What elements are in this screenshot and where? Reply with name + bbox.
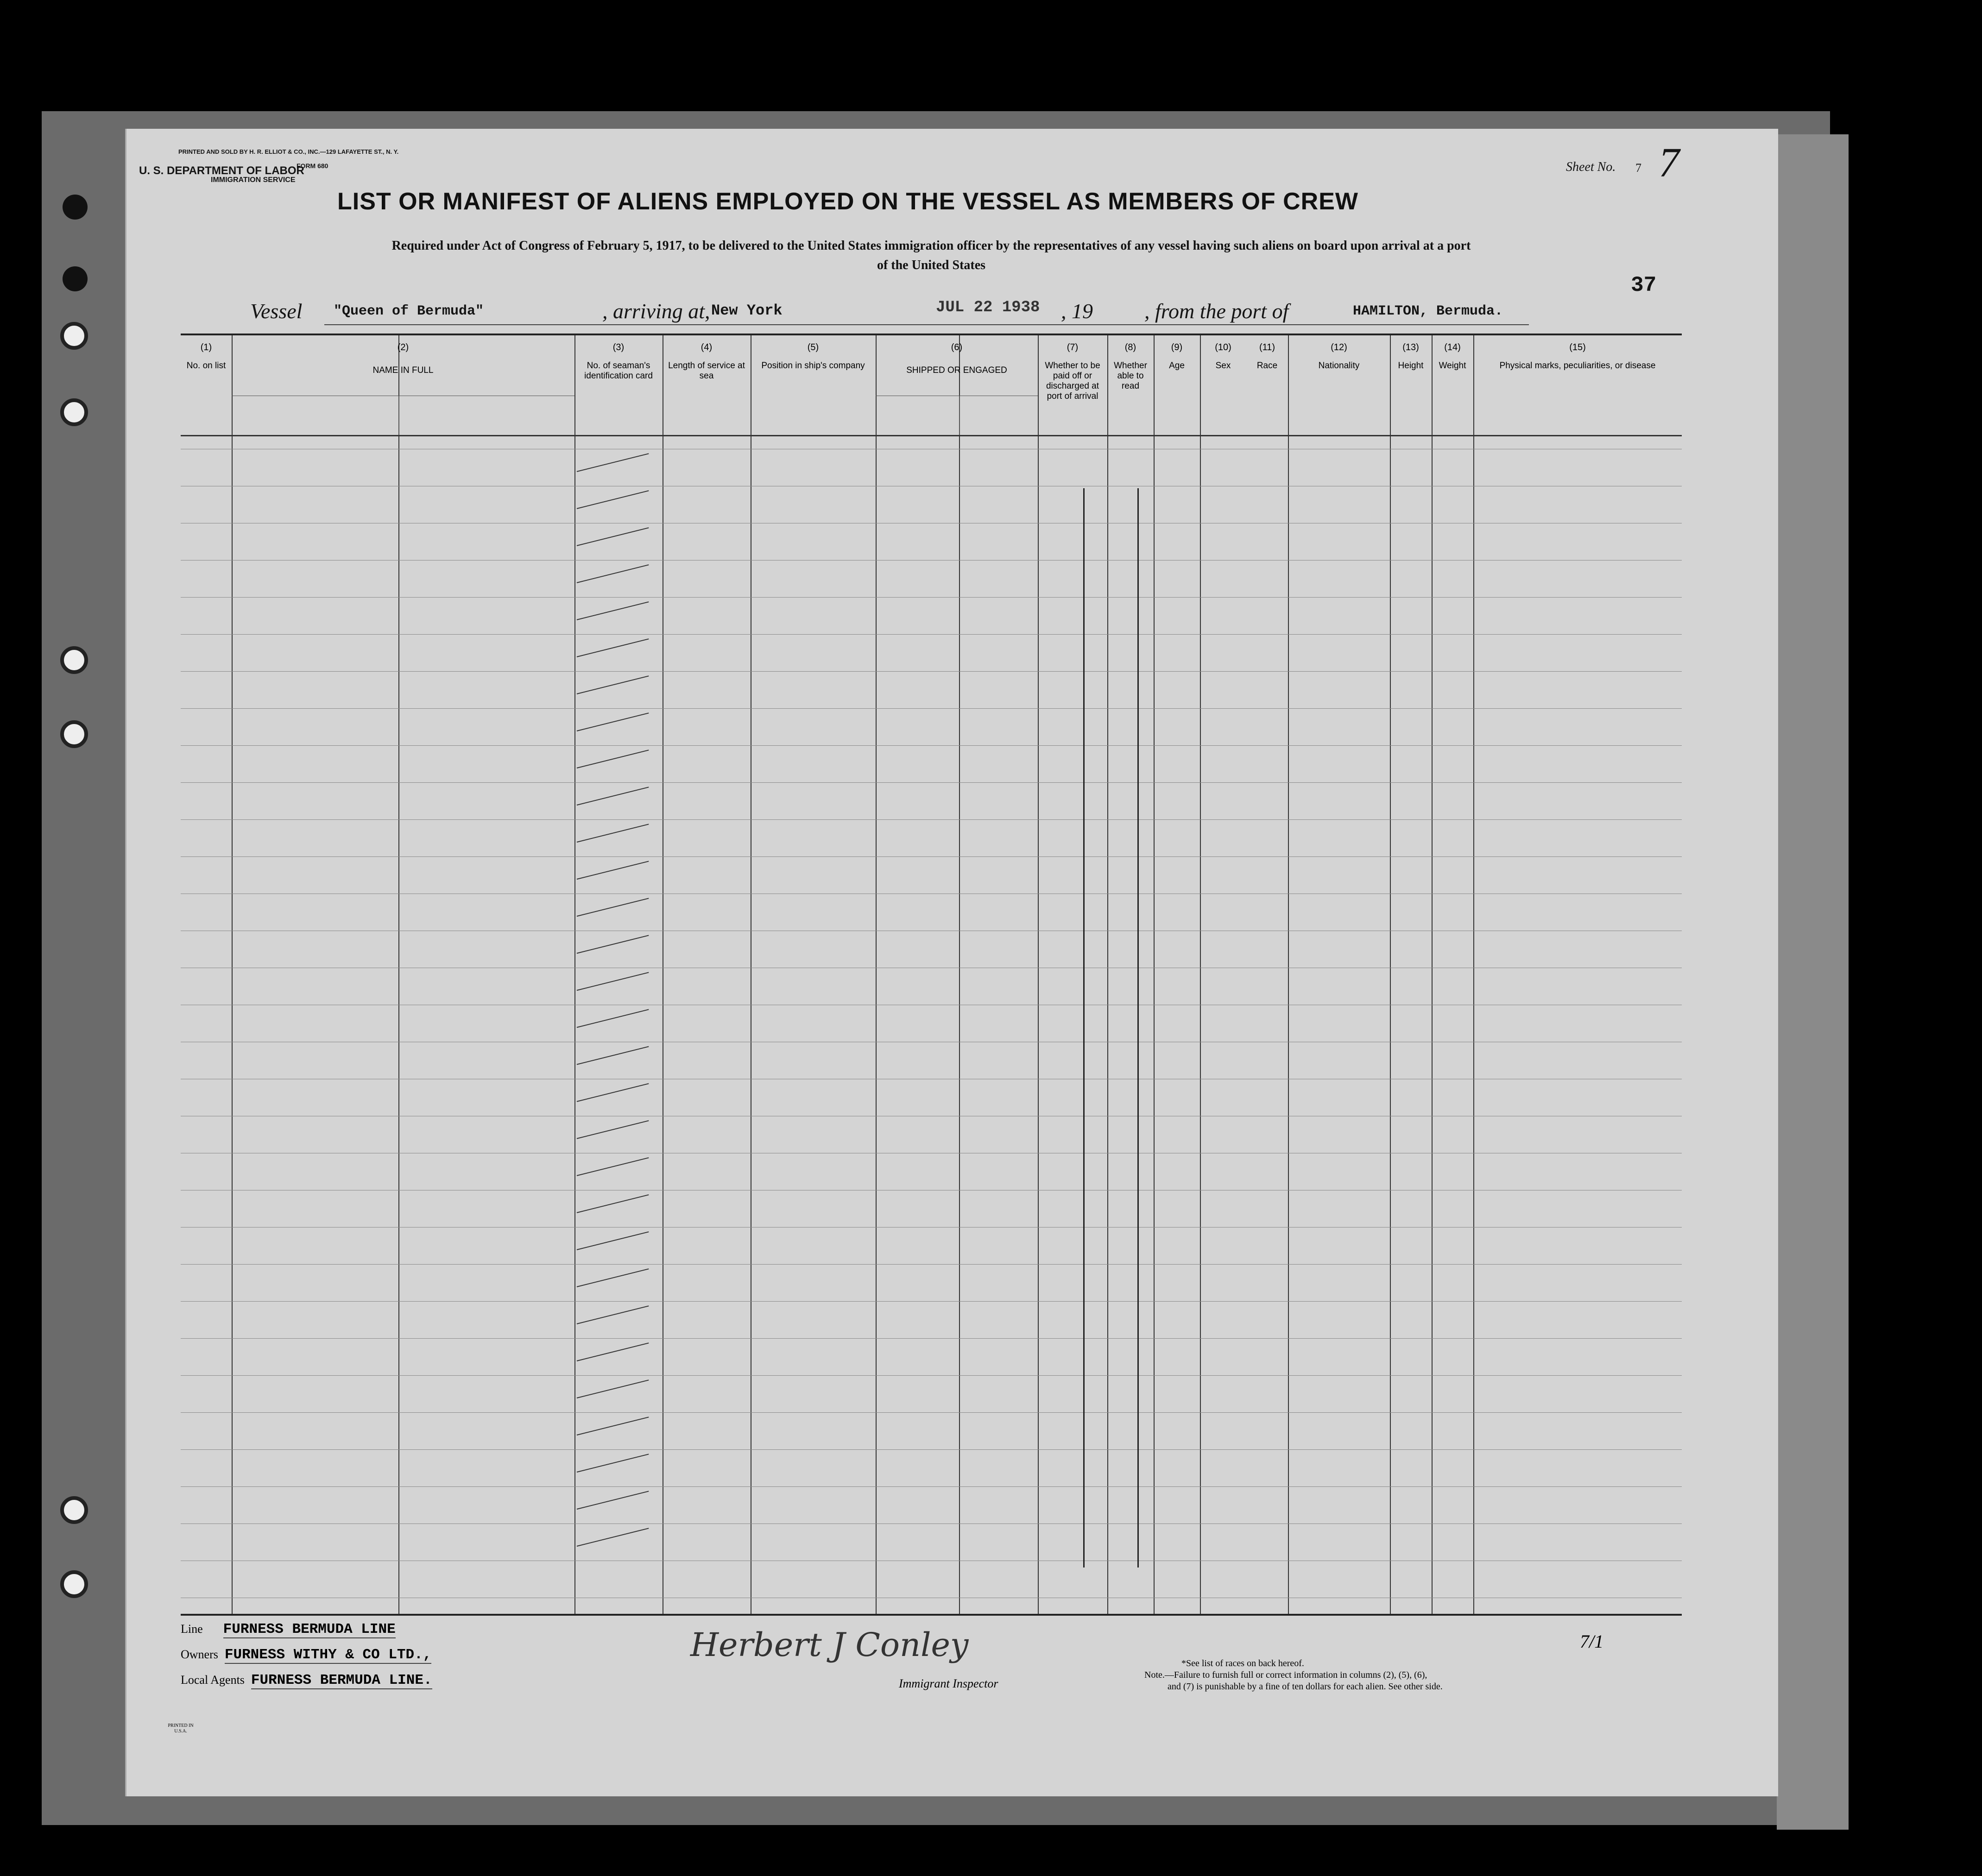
row-line bbox=[181, 1375, 1682, 1376]
column-number: (6) bbox=[951, 342, 963, 353]
id-card-mark bbox=[577, 1416, 649, 1435]
column-header: SHIPPED OR ENGAGED bbox=[906, 365, 1007, 375]
id-card-mark bbox=[577, 453, 649, 472]
row-line bbox=[181, 745, 1682, 746]
column-header: No. of seaman's identification card bbox=[584, 361, 653, 381]
id-card-mark bbox=[577, 1120, 649, 1139]
row-line bbox=[181, 1227, 1682, 1228]
from-port: HAMILTON, Bermuda. bbox=[1353, 303, 1503, 319]
column-divider bbox=[1038, 335, 1039, 1614]
column-header: Physical marks, peculiarities, or disease bbox=[1499, 361, 1656, 371]
binder-strip bbox=[1777, 134, 1849, 1830]
row-line bbox=[181, 1301, 1682, 1302]
owners-label: Owners bbox=[181, 1648, 218, 1661]
row-line bbox=[181, 671, 1682, 672]
id-card-mark bbox=[577, 1454, 649, 1473]
vessel-underline bbox=[324, 324, 1529, 325]
column-number: (13) bbox=[1402, 342, 1419, 353]
binder-ring bbox=[60, 1496, 88, 1524]
subtitle-line-2: of the United States bbox=[877, 258, 986, 272]
row-line bbox=[181, 1486, 1682, 1487]
service: IMMIGRATION SERVICE bbox=[211, 176, 296, 184]
sheet-number: 7 bbox=[1635, 161, 1641, 175]
id-card-mark bbox=[577, 675, 649, 694]
column-divider bbox=[1473, 335, 1474, 1614]
column-header: Race bbox=[1256, 361, 1278, 371]
row-line bbox=[181, 597, 1682, 598]
from-label: , from the port of bbox=[1144, 299, 1289, 323]
arriving-port: New York bbox=[711, 302, 783, 319]
column-number: (7) bbox=[1067, 342, 1079, 353]
id-card-mark bbox=[577, 787, 649, 806]
id-card-mark bbox=[577, 972, 649, 991]
id-card-mark bbox=[577, 898, 649, 917]
column-divider bbox=[1390, 335, 1391, 1614]
row-line bbox=[181, 1264, 1682, 1265]
column-divider bbox=[959, 335, 960, 1614]
column-number: (15) bbox=[1569, 342, 1586, 353]
row-line bbox=[181, 782, 1682, 783]
id-card-mark bbox=[577, 490, 649, 509]
header-divider bbox=[181, 435, 1682, 436]
column-divider bbox=[1288, 335, 1289, 1614]
subtitle-line-1: Required under Act of Congress of February 5, 1917, to be delivered to the United States immigration officer by the representatives of any vessel having such aliens on board upon arrival at a port bbox=[391, 239, 1471, 253]
column-number: (8) bbox=[1124, 342, 1136, 353]
sheet-number-handwritten: 7 bbox=[1659, 140, 1679, 186]
id-card-mark bbox=[577, 935, 649, 954]
ditto-line-paid bbox=[1083, 488, 1085, 1568]
id-card-mark bbox=[577, 1379, 649, 1398]
column-number: (3) bbox=[612, 342, 625, 353]
column-divider bbox=[1200, 335, 1201, 1614]
column-number: (10) bbox=[1215, 342, 1231, 353]
penalty-note-2: and (7) is punishable by a fine of ten dollars for each alien. See other side. bbox=[1168, 1681, 1443, 1692]
id-card-mark bbox=[577, 712, 649, 731]
column-number: (1) bbox=[200, 342, 212, 353]
id-card-mark bbox=[577, 1528, 649, 1547]
column-divider bbox=[398, 335, 399, 1614]
id-card-mark bbox=[577, 1157, 649, 1176]
binder-hole bbox=[63, 195, 88, 220]
form-number: FORM 680 bbox=[297, 162, 328, 170]
column-divider bbox=[1154, 335, 1155, 1614]
column-divider bbox=[232, 335, 233, 1614]
binder-ring bbox=[60, 646, 88, 674]
id-card-mark bbox=[577, 861, 649, 880]
name-subcolumn-divider bbox=[398, 396, 399, 435]
column-header: Height bbox=[1398, 361, 1424, 371]
binder-ring bbox=[60, 720, 88, 748]
page-number: 37 bbox=[1631, 273, 1657, 297]
column-header: Whether to be paid off or discharged at port of arrival bbox=[1045, 361, 1100, 401]
column-divider bbox=[574, 335, 575, 1614]
vessel-name: "Queen of Bermuda" bbox=[334, 303, 484, 319]
line-label: Line bbox=[181, 1622, 203, 1636]
penalty-note-1: Note.—Failure to furnish full or correct information in columns (2), (5), (6), bbox=[1144, 1670, 1427, 1680]
id-card-mark bbox=[577, 1491, 649, 1510]
id-card-mark bbox=[577, 1268, 649, 1287]
binder-hole bbox=[63, 266, 88, 291]
column-number: (9) bbox=[1171, 342, 1183, 353]
column-number: (4) bbox=[701, 342, 713, 353]
crew-manifest-table bbox=[181, 334, 1682, 1616]
id-card-mark bbox=[577, 1046, 649, 1065]
column-number: (14) bbox=[1444, 342, 1461, 353]
races-note: *See list of races on back hereof. bbox=[1181, 1658, 1304, 1668]
owners-value: FURNESS WITHY & CO LTD., bbox=[224, 1647, 432, 1663]
column-header: NAME IN FULL bbox=[372, 365, 434, 375]
binder-ring bbox=[60, 1570, 88, 1598]
arriving-label: , arriving at, bbox=[602, 299, 710, 323]
id-card-mark bbox=[577, 638, 649, 657]
ditto-line-read bbox=[1137, 488, 1139, 1568]
row-line bbox=[181, 819, 1682, 820]
column-number: (12) bbox=[1331, 342, 1347, 353]
row-line bbox=[181, 1523, 1682, 1524]
row-line bbox=[181, 1449, 1682, 1450]
row-line bbox=[181, 1412, 1682, 1413]
row-line bbox=[181, 1338, 1682, 1339]
sheet-label: Sheet No. bbox=[1566, 160, 1616, 174]
document-title: LIST OR MANIFEST OF ALIENS EMPLOYED ON THE VESSEL AS MEMBERS OF CREW bbox=[337, 188, 1358, 215]
id-card-mark bbox=[577, 1194, 649, 1213]
printer-line: PRINTED AND SOLD BY H. R. ELLIOT & CO., INC.—129 LAFAYETTE ST., N. Y. bbox=[178, 148, 399, 155]
shipped-subcolumn-divider bbox=[959, 396, 960, 435]
column-header: Length of service at sea bbox=[668, 361, 745, 381]
agents-label: Local Agents bbox=[181, 1673, 245, 1687]
margin-mark: 7/1 bbox=[1580, 1631, 1604, 1652]
row-line bbox=[181, 708, 1682, 709]
id-card-mark bbox=[577, 601, 649, 620]
column-number: (2) bbox=[397, 342, 409, 353]
arrival-stamp: JUL 22 1938 bbox=[936, 299, 1040, 316]
column-number: (5) bbox=[807, 342, 819, 353]
column-header: Nationality bbox=[1318, 361, 1360, 371]
department: U. S. DEPARTMENT OF LABOR bbox=[139, 164, 304, 177]
column-divider bbox=[876, 335, 877, 1614]
printed-mark: PRINTED IN U.S.A. bbox=[168, 1723, 194, 1734]
id-card-mark bbox=[577, 1009, 649, 1028]
id-card-mark bbox=[577, 749, 649, 768]
column-number: (11) bbox=[1259, 342, 1275, 353]
id-card-mark bbox=[577, 1083, 649, 1102]
row-line bbox=[181, 856, 1682, 857]
column-header: No. on list bbox=[186, 361, 226, 371]
binder-ring bbox=[60, 322, 88, 350]
id-card-mark bbox=[577, 1305, 649, 1324]
column-header: Weight bbox=[1439, 361, 1466, 371]
row-line bbox=[181, 634, 1682, 635]
column-header: Sex bbox=[1215, 361, 1231, 371]
inspector-signature: Herbert J Conley bbox=[690, 1626, 969, 1664]
id-card-mark bbox=[577, 564, 649, 583]
document-subtitle bbox=[250, 236, 1612, 275]
id-card-mark bbox=[577, 527, 649, 546]
column-header: Whether able to read bbox=[1114, 361, 1147, 391]
year-prefix: , 19 bbox=[1061, 299, 1093, 323]
column-divider bbox=[1432, 335, 1433, 1614]
id-card-mark bbox=[577, 1342, 649, 1361]
column-header: Position in ship's company bbox=[761, 361, 865, 371]
line-value: FURNESS BERMUDA LINE bbox=[223, 1621, 396, 1637]
inspector-label: Immigrant Inspector bbox=[899, 1677, 998, 1690]
id-card-mark bbox=[577, 824, 649, 843]
column-header: Age bbox=[1169, 361, 1185, 371]
agents-value: FURNESS BERMUDA LINE. bbox=[251, 1672, 432, 1688]
vessel-label: Vessel bbox=[250, 299, 303, 323]
id-card-mark bbox=[577, 1231, 649, 1250]
binder-ring bbox=[60, 398, 88, 426]
column-divider bbox=[1107, 335, 1108, 1614]
